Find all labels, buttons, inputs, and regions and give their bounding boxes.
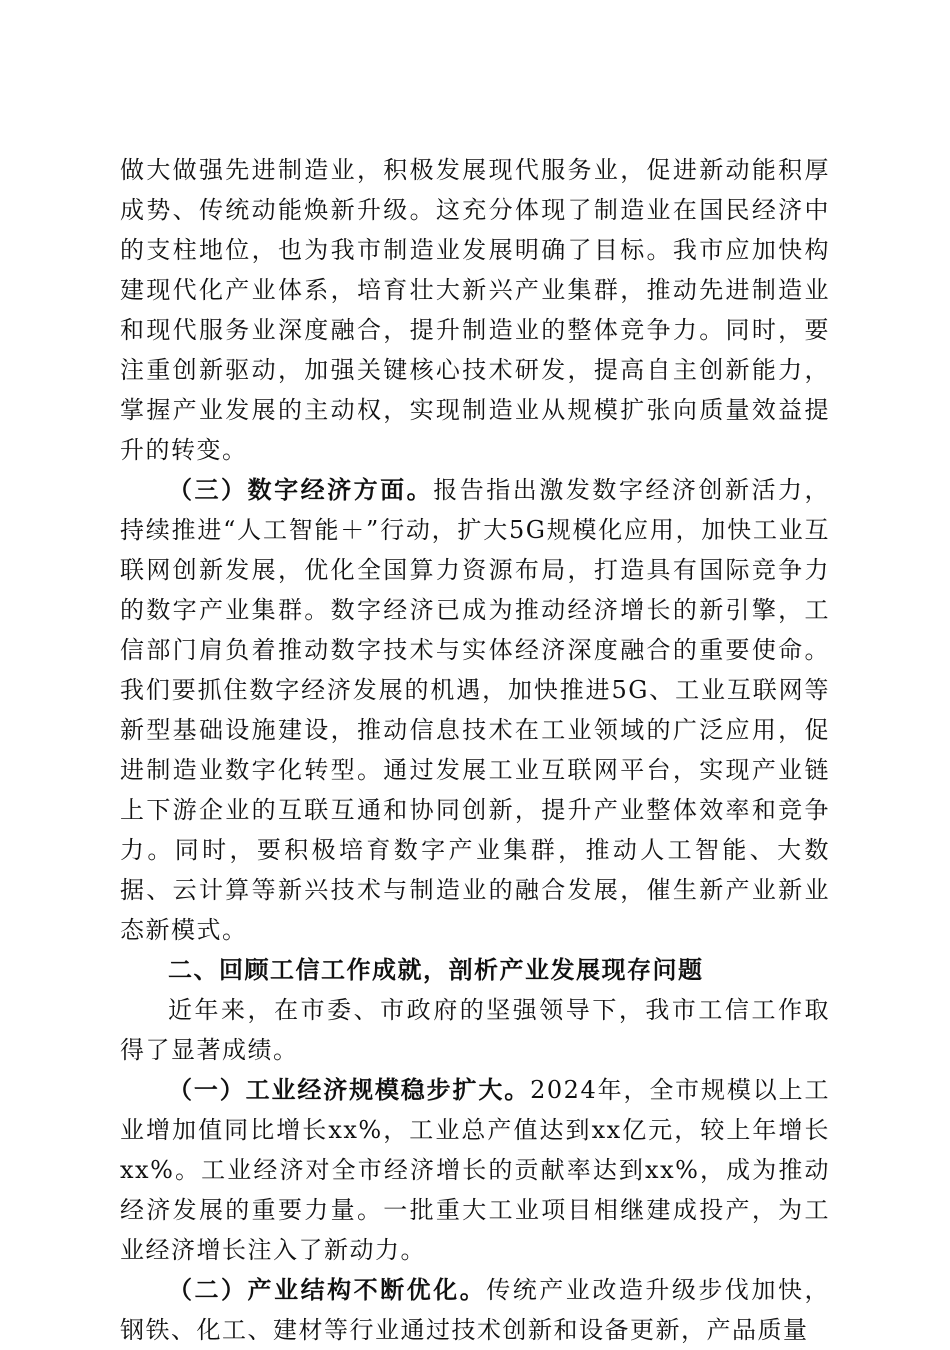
paragraph-manufacturing [120, 150, 830, 470]
paragraph-text: 做大做强先进制造业，积极发展现代服务业，促进新动能积厚成势、传统动能焕新升级。这充分体现了制造业在国民经济中的支柱地位，也为我市制造业发展明确了目标。我市应加快构建现代化产业体系，培育壮大新兴产业集群，推动先进制造业和现代服务业深度融合，提升制造业的整体竞争力。同时，要注重创新驱动，加强关键核心技术研发，提高自主创新能力，掌握产业发展的主动权，实现制造业从规模扩张向质量效益提升的转变。 [120, 156, 830, 464]
paragraph-intro [120, 990, 830, 1070]
paragraph-text: 2024年，全市规模以上工业增加值同比增长xx%，工业总产值达到xx亿元，较上年增长xx%。工业经济对全市经济增长的贡献率达到xx%，成为推动经济发展的重要力量。一批重大工业项目相继建成投产，为工业经济增长注入了新动力。 [120, 1076, 831, 1264]
paragraph-industrial-scale [120, 1070, 830, 1270]
paragraph-lead: （二）产业结构不断优化。 [168, 1275, 487, 1304]
paragraph-text: 近年来，在市委、市政府的坚强领导下，我市工信工作取得了显著成绩。 [120, 996, 830, 1064]
paragraph-industrial-structure [120, 1270, 830, 1350]
paragraph-lead: （一）工业经济规模稳步扩大。 [168, 1075, 531, 1104]
section-heading: 二、回顾工信工作成就，剖析产业发展现存问题 [168, 956, 704, 984]
paragraph-digital-economy [120, 470, 830, 950]
paragraph-text: 传统产业改造升级步伐加快，钢铁、化工、建材等行业通过技术创新和设备更新，产品质量 [120, 1276, 830, 1344]
document-page [120, 150, 830, 1350]
paragraph-text: 报告指出激发数字经济创新活力，持续推进“人工智能＋”行动，扩大5G规模化应用，加快工业互联网创新发展，优化全国算力资源布局，打造具有国际竞争力的数字产业集群。数字经济已成为推动经济增长的新引擎，工信部门肩负着推动数字技术与实体经济深度融合的重要使命。我们要抓住数字经济发展的机遇，加快推进5G、工业互联网等新型基础设施建设，推动信息技术在工业领域的广泛应用，促进制造业数字化转型。通过发展工业互联网平台，实现产业链上下游企业的互联互通和协同创新，提升产业整体效率和竞争力。同时，要积极培育数字产业集群，推动人工智能、大数据、云计算等新兴技术与制造业的融合发展，催生新产业新业态新模式。 [120, 476, 831, 944]
paragraph-lead: （三）数字经济方面。 [168, 475, 434, 504]
